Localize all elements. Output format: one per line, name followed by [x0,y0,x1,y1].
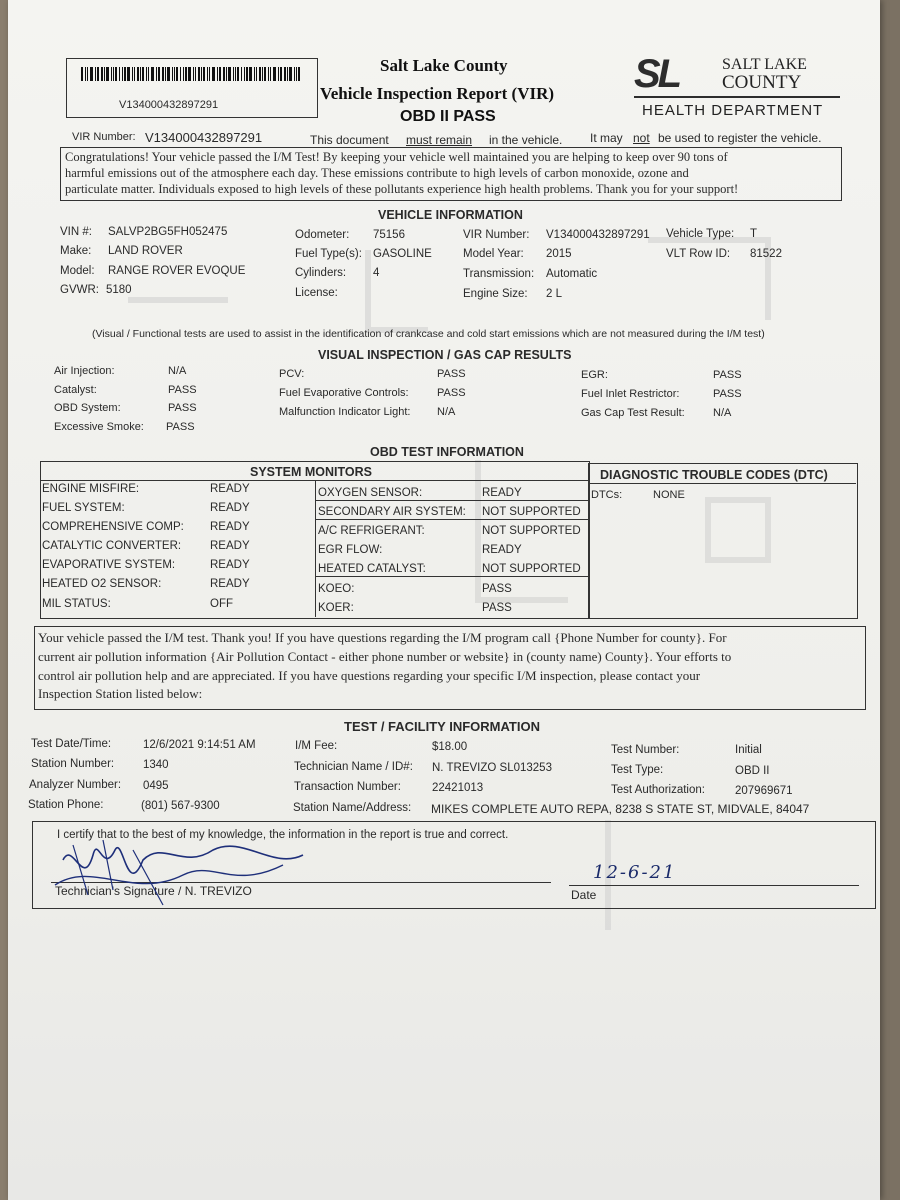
barcode-bar [104,67,105,81]
reg-notice-not: not [633,131,650,145]
barcode-bar [294,67,295,81]
health-department-logo [632,52,844,126]
barcode-bar [195,67,196,81]
monitor-name: OXYGEN SENSOR: [318,487,423,499]
monitor-name: EGR FLOW: [318,544,383,556]
im-fee-value: $18.00 [432,741,468,753]
barcode-bar [198,67,200,81]
barcode-bar [87,67,88,81]
passed-message-box [34,626,866,710]
barcode-bar [278,67,279,81]
fuel-type-label: Fuel Type(s): [295,248,362,260]
station-phone-value: (801) 567-9300 [141,800,220,812]
barcode-bar [115,67,117,81]
passed-line3: control air pollution help and are appreciated. If you have questions regarding your specific I/M inspection, please contact your [38,668,701,683]
barcode-bar [165,67,166,81]
barcode-bar [137,67,139,81]
barcode-bar [256,67,257,81]
barcode-bar [148,67,149,81]
monitors-row-rule-3 [315,576,588,577]
barcode-bar [113,67,114,81]
date-label: Date [571,888,597,902]
transmission-value: Automatic [546,268,598,280]
monitor-name: SECONDARY AIR SYSTEM: [318,506,466,518]
test-type-value: OBD II [735,765,770,777]
fuel-evap-label: Fuel Evaporative Controls: [279,387,409,399]
air-injection-label: Air Injection: [54,365,115,377]
barcode-bar [219,67,221,81]
barcode [81,67,301,81]
doc-notice-must: must remain [406,133,473,147]
barcode-bar [167,67,170,81]
monitor-status: NOT SUPPORTED [482,563,581,575]
visual-note: (Visual / Functional tests are used to assist in the identification of crankcase and cold start emissions which are not measured during the I/M test) [92,328,765,340]
barcode-bar [264,67,266,81]
barcode-bar [156,67,157,81]
background-surface [880,0,900,1200]
test-number-label: Test Number: [611,744,680,756]
barcode-bar [212,67,215,81]
monitor-status: NOT SUPPORTED [482,525,581,537]
barcode-box [66,58,318,118]
monitor-name: A/C REFRIGERANT: [318,525,425,537]
test-type-label: Test Type: [611,764,664,776]
passed-line4: Inspection Station listed below: [38,686,203,701]
barcode-bar [158,67,160,81]
barcode-bar [296,67,297,81]
barcode-bar [203,67,205,81]
report-title: Vehicle Inspection Report (VIR) [320,84,555,103]
barcode-bar [140,67,141,81]
barcode-bar [207,67,208,81]
test-number-value: Initial [735,744,762,756]
station-number-label: Station Number: [31,758,115,770]
logo-line1: SALT LAKE [722,56,807,73]
mil-light-label: Malfunction Indicator Light: [279,406,411,418]
barcode-bar [180,67,181,81]
monitors-row-rule-1 [315,500,588,501]
station-number-value: 1340 [143,759,169,771]
fuel-type-value: GASOLINE [373,248,432,260]
vir-number-label: VIR Number: [72,131,136,143]
congrats-line3: particulate matter. Individuals exposed to high levels of these pollutants experience high health problems. Thank you for your support! [65,182,739,196]
monitor-name: KOER: [318,602,354,614]
barcode-bar [193,67,194,81]
monitor-status: READY [210,483,250,495]
system-monitors-heading: SYSTEM MONITORS [250,465,373,479]
logo-rule [634,96,840,98]
model-label: Model: [60,265,95,277]
barcode-bar [101,67,103,81]
barcode-bar [254,67,255,81]
dtc-header-rule [588,483,856,484]
monitor-name: KOEO: [318,583,355,595]
vir-number-value: V134000432897291 [145,130,263,145]
barcode-bar [142,67,144,81]
barcode-bar [249,67,252,81]
doc-notice-pre: This document [310,133,389,147]
catalyst-label: Catalyst: [54,384,97,396]
report-status: OBD II PASS [400,108,496,125]
passed-line2: current air pollution information {Air Pollution Contact - either phone number or website} in (county name) County}. Your efforts to [38,649,732,664]
vehicle-type-label: Vehicle Type: [666,228,735,240]
barcode-bar [183,67,184,81]
barcode-bar [95,67,96,81]
gas-cap-label: Gas Cap Test Result: [581,407,685,419]
test-date-label: Test Date/Time: [31,738,112,750]
fuel-inlet-label: Fuel Inlet Restrictor: [581,388,680,400]
barcode-bar [188,67,191,81]
reg-notice-pre: It may [590,131,623,145]
barcode-bar [217,67,218,81]
barcode-bar [235,67,236,81]
vir-document [8,0,880,1200]
excessive-smoke-value: PASS [166,421,195,433]
barcode-bar [134,67,135,81]
facility-heading: TEST / FACILITY INFORMATION [344,719,540,734]
monitor-status: PASS [482,583,512,595]
handwritten-date: 12-6-21 [593,862,677,883]
barcode-bar [81,67,83,81]
barcode-bar [223,67,225,81]
test-authorization-label: Test Authorization: [611,784,705,796]
barcode-bar [228,67,231,81]
station-address-label: Station Name/Address: [293,802,412,814]
barcode-bar [244,67,245,81]
barcode-bar [241,67,242,81]
barcode-bar [85,67,86,81]
barcode-bar [124,67,126,81]
monitor-name: MIL STATUS: [42,598,111,610]
dtc-heading: DIAGNOSTIC TROUBLE CODES (DTC) [600,468,828,482]
station-address-value: MIKES COMPLETE AUTO REPA, 8238 S STATE ST, MIDVALE, 84047 [431,802,810,816]
barcode-bar [119,67,120,81]
congratulations-box [60,147,842,201]
barcode-bar [111,67,112,81]
barcode-bar [174,67,175,81]
fuel-inlet-value: PASS [713,388,742,400]
model-year-label: Model Year: [463,248,524,260]
barcode-bar [176,67,178,81]
monitor-status: READY [210,578,250,590]
fuel-evap-value: PASS [437,387,466,399]
odometer-label: Odometer: [295,229,350,241]
barcode-bar [280,67,282,81]
barcode-bar [172,67,173,81]
transmission-label: Transmission: [463,268,535,280]
odometer-value: 75156 [373,229,405,241]
make-value: LAND ROVER [108,245,183,257]
vir-number-field-value: V134000432897291 [546,229,650,241]
obd-system-label: OBD System: [54,402,121,414]
pcv-value: PASS [437,368,466,380]
barcode-bar [259,67,261,81]
barcode-bar [226,67,227,81]
mil-light-value: N/A [437,406,456,418]
pcv-label: PCV: [279,368,305,380]
catalyst-value: PASS [168,384,197,396]
logo-mark: SL [634,52,680,96]
barcode-bar [246,67,248,81]
logo-line3: HEALTH DEPARTMENT [642,102,824,119]
monitors-row-rule-2 [315,519,588,520]
air-injection-value: N/A [168,365,187,377]
monitor-status: READY [210,540,250,552]
barcode-bar [201,67,202,81]
monitor-name: FUEL SYSTEM: [42,502,125,514]
monitor-name: CATALYTIC CONVERTER: [42,540,182,552]
monitor-status: NOT SUPPORTED [482,506,581,518]
signature-label: Technician's Signature / N. TREVIZO [55,884,252,898]
engine-size-value: 2 L [546,288,562,300]
monitor-name: HEATED O2 SENSOR: [42,578,162,590]
barcode-bar [151,67,154,81]
logo-line2: COUNTY [722,72,802,93]
monitor-name: COMPREHENSIVE COMP: [42,521,184,533]
monitor-status: READY [210,521,250,533]
obd-system-value: PASS [168,402,197,414]
egr-value: PASS [713,369,742,381]
barcode-bar [273,67,276,81]
obd-heading: OBD TEST INFORMATION [370,445,524,459]
barcode-bar [287,67,288,81]
vir-number-field-label: VIR Number: [463,229,530,241]
vin-value: SALVP2BG5FH052475 [108,226,228,238]
barcode-bar [162,67,164,81]
monitor-status: READY [482,487,522,499]
monitors-header-rule [40,480,588,481]
barcode-bar [284,67,286,81]
monitor-status: OFF [210,598,233,610]
barcode-bar [132,67,133,81]
barcode-bar [289,67,292,81]
barcode-bar [298,67,300,81]
transaction-label: Transaction Number: [294,781,401,793]
im-fee-label: I/M Fee: [295,740,338,752]
barcode-bar [127,67,130,81]
cylinders-label: Cylinders: [295,267,347,279]
make-label: Make: [60,245,92,257]
dtc-label: DTCs: [591,489,623,501]
barcode-bar [122,67,123,81]
model-value: RANGE ROVER EVOQUE [108,265,246,277]
date-line [569,885,859,886]
egr-label: EGR: [581,369,608,381]
technician-label: Technician Name / ID#: [294,761,413,773]
gvwr-value: 5180 [106,284,132,296]
barcode-bar [106,67,109,81]
monitor-name: EVAPORATIVE SYSTEM: [42,559,176,571]
monitor-status: READY [210,502,250,514]
certification-box [32,821,876,909]
monitor-name: ENGINE MISFIRE: [42,483,140,495]
barcode-bar [262,67,263,81]
excessive-smoke-label: Excessive Smoke: [54,421,144,433]
doc-notice-post: in the vehicle. [489,133,563,147]
congrats-line2: harmful emissions out of the atmosphere each day. These emissions contribute to high levels of carbon monoxide, ozone and [65,166,689,180]
vin-label: VIN #: [60,226,92,238]
barcode-bar [233,67,234,81]
test-authorization-value: 207969671 [735,785,793,797]
barcode-bar [237,67,239,81]
barcode-bar [146,67,147,81]
cylinders-value: 4 [373,267,380,279]
dtc-table [588,463,858,619]
monitor-name: HEATED CATALYST: [318,563,426,575]
monitor-status: READY [482,544,522,556]
engine-size-label: Engine Size: [463,288,528,300]
barcode-bar [270,67,271,81]
congrats-line1: Congratulations! Your vehicle passed the I/M Test! By keeping your vehicle well maintained you are helping to keep over 90 tons of [65,150,728,164]
county-title: Salt Lake County [380,56,508,75]
technician-value: N. TREVIZO SL013253 [432,762,552,774]
barcode-number: V134000432897291 [119,99,219,111]
vlt-row-label: VLT Row ID: [666,248,731,260]
vehicle-info-heading: VEHICLE INFORMATION [378,208,523,222]
license-label: License: [295,287,338,299]
test-date-value: 12/6/2021 9:14:51 AM [143,739,256,751]
barcode-bar [268,67,269,81]
barcode-bar [90,67,93,81]
analyzer-number-value: 0495 [143,780,169,792]
analyzer-number-label: Analyzer Number: [29,779,122,791]
reg-notice-post: be used to register the vehicle. [658,131,822,145]
barcode-bar [185,67,187,81]
model-year-value: 2015 [546,248,572,260]
gvwr-label: GVWR: [60,284,99,296]
monitor-status: PASS [482,602,512,614]
certification-text: I certify that to the best of my knowledge, the information in the report is true and correct. [57,829,509,841]
barcode-bar [209,67,210,81]
vehicle-type-value: T [750,228,758,240]
visual-heading: VISUAL INSPECTION / GAS CAP RESULTS [318,348,572,362]
gas-cap-value: N/A [713,407,732,419]
dtc-value: NONE [653,489,685,501]
transaction-value: 22421013 [432,782,484,794]
station-phone-label: Station Phone: [28,799,104,811]
barcode-bar [97,67,99,81]
monitor-status: READY [210,559,250,571]
vlt-row-value: 81522 [750,248,782,260]
passed-line1: Your vehicle passed the I/M test. Thank you! If you have questions regarding the I/M program call {Phone Number for county}. For [38,630,727,645]
technician-signature [43,830,323,910]
